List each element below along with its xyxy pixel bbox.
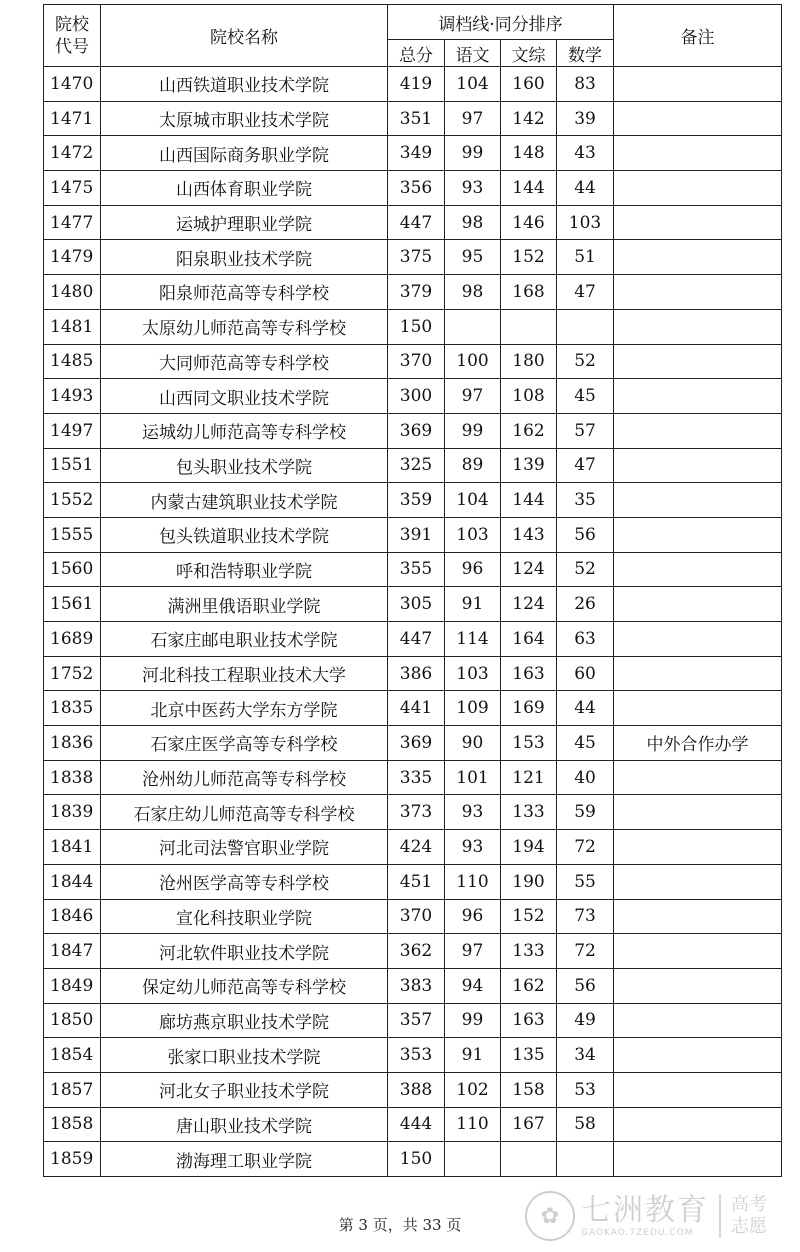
table-row [44, 726, 782, 761]
note [614, 517, 782, 552]
school-code: 1485 [44, 344, 101, 379]
note [614, 587, 782, 622]
school-name: 石家庄邮电职业技术学院 [101, 622, 388, 657]
logo-url: GAOKAO.7ZEDU.COM [581, 1228, 694, 1238]
note [614, 1072, 782, 1107]
header-chinese: 语文 [445, 40, 501, 67]
score-wenzong: 162 [501, 968, 557, 1003]
table-row [44, 622, 782, 657]
score-math [557, 1142, 614, 1177]
score-wenzong: 190 [501, 864, 557, 899]
score-total: 150 [388, 309, 445, 344]
score-total: 150 [388, 1142, 445, 1177]
score-total: 388 [388, 1072, 445, 1107]
school-code: 1560 [44, 552, 101, 587]
score-total: 335 [388, 760, 445, 795]
score-chinese: 96 [445, 899, 501, 934]
score-wenzong: 142 [501, 101, 557, 136]
table-row [44, 136, 782, 171]
score-total: 375 [388, 240, 445, 275]
school-code: 1480 [44, 275, 101, 310]
note [614, 830, 782, 865]
score-total: 359 [388, 483, 445, 518]
header-code-line2: 代号 [55, 36, 89, 57]
score-wenzong: 163 [501, 656, 557, 691]
score-wenzong: 146 [501, 205, 557, 240]
table-row [44, 344, 782, 379]
table-row [44, 483, 782, 518]
school-name: 石家庄医学高等专科学校 [101, 726, 388, 761]
table-row [44, 968, 782, 1003]
score-wenzong: 133 [501, 934, 557, 969]
score-math: 57 [557, 413, 614, 448]
school-code: 1689 [44, 622, 101, 657]
note [614, 171, 782, 206]
school-code: 1471 [44, 101, 101, 136]
table-row [44, 830, 782, 865]
school-code: 1551 [44, 448, 101, 483]
table-row [44, 552, 782, 587]
school-name: 张家口职业技术学院 [101, 1038, 388, 1073]
note [614, 448, 782, 483]
school-code: 1859 [44, 1142, 101, 1177]
table-row [44, 795, 782, 830]
score-math: 58 [557, 1107, 614, 1142]
score-wenzong: 163 [501, 1003, 557, 1038]
score-chinese: 110 [445, 1107, 501, 1142]
table-row [44, 517, 782, 552]
table-row [44, 934, 782, 969]
score-chinese: 110 [445, 864, 501, 899]
score-math: 26 [557, 587, 614, 622]
score-math: 56 [557, 968, 614, 1003]
score-wenzong [501, 309, 557, 344]
logo-side-line1: 高考 [731, 1194, 767, 1215]
school-name: 呼和浩特职业学院 [101, 552, 388, 587]
header-note: 备注 [614, 5, 782, 67]
school-code: 1472 [44, 136, 101, 171]
note [614, 864, 782, 899]
score-math [557, 309, 614, 344]
score-math: 44 [557, 691, 614, 726]
school-code: 1858 [44, 1107, 101, 1142]
score-wenzong: 164 [501, 622, 557, 657]
score-total: 300 [388, 379, 445, 414]
school-name: 太原幼儿师范高等专科学校 [101, 309, 388, 344]
school-name: 阳泉职业技术学院 [101, 240, 388, 275]
score-wenzong: 121 [501, 760, 557, 795]
school-name: 河北科技工程职业技术大学 [101, 656, 388, 691]
school-name: 北京中医药大学东方学院 [101, 691, 388, 726]
note [614, 622, 782, 657]
table-row [44, 240, 782, 275]
score-math: 35 [557, 483, 614, 518]
score-total: 444 [388, 1107, 445, 1142]
score-math: 45 [557, 379, 614, 414]
logo-main [581, 1194, 709, 1238]
score-chinese: 98 [445, 205, 501, 240]
score-chinese: 100 [445, 344, 501, 379]
school-code: 1857 [44, 1072, 101, 1107]
score-chinese: 99 [445, 136, 501, 171]
table-body [44, 67, 782, 1177]
school-name: 沧州幼儿师范高等专科学校 [101, 760, 388, 795]
header-school-name: 院校名称 [101, 5, 388, 67]
school-name: 唐山职业技术学院 [101, 1107, 388, 1142]
note [614, 1003, 782, 1038]
logo [525, 1187, 790, 1245]
score-chinese: 97 [445, 379, 501, 414]
table-row [44, 656, 782, 691]
score-math: 59 [557, 795, 614, 830]
score-wenzong: 124 [501, 587, 557, 622]
school-name: 宣化科技职业学院 [101, 899, 388, 934]
score-chinese: 95 [445, 240, 501, 275]
score-chinese: 91 [445, 1038, 501, 1073]
header-code-line1: 院校 [55, 14, 89, 35]
school-code: 1475 [44, 171, 101, 206]
school-code: 1835 [44, 691, 101, 726]
score-math: 34 [557, 1038, 614, 1073]
table-row [44, 101, 782, 136]
score-total: 441 [388, 691, 445, 726]
admission-table [43, 4, 782, 1177]
note [614, 309, 782, 344]
school-name: 保定幼儿师范高等专科学校 [101, 968, 388, 1003]
header-code [44, 5, 101, 67]
score-chinese: 102 [445, 1072, 501, 1107]
school-code: 1838 [44, 760, 101, 795]
score-chinese: 98 [445, 275, 501, 310]
score-math: 52 [557, 344, 614, 379]
header-wenzong: 文综 [501, 40, 557, 67]
logo-side-line2: 志愿 [731, 1216, 767, 1237]
school-name: 山西同文职业技术学院 [101, 379, 388, 414]
score-math: 39 [557, 101, 614, 136]
school-code: 1497 [44, 413, 101, 448]
score-wenzong: 167 [501, 1107, 557, 1142]
note [614, 67, 782, 102]
table-row [44, 448, 782, 483]
score-chinese [445, 309, 501, 344]
score-chinese [445, 1142, 501, 1177]
school-name: 河北软件职业技术学院 [101, 934, 388, 969]
note: 中外合作办学 [614, 726, 782, 761]
score-math: 47 [557, 275, 614, 310]
header-score-group: 调档线·同分排序 [388, 5, 614, 40]
score-total: 447 [388, 622, 445, 657]
score-wenzong: 135 [501, 1038, 557, 1073]
school-code: 1846 [44, 899, 101, 934]
table-row [44, 587, 782, 622]
score-wenzong: 153 [501, 726, 557, 761]
score-math: 73 [557, 899, 614, 934]
score-chinese: 94 [445, 968, 501, 1003]
school-name: 廊坊燕京职业技术学院 [101, 1003, 388, 1038]
school-code: 1849 [44, 968, 101, 1003]
table-row [44, 171, 782, 206]
note [614, 968, 782, 1003]
score-wenzong: 180 [501, 344, 557, 379]
note [614, 795, 782, 830]
score-wenzong: 194 [501, 830, 557, 865]
table-row [44, 899, 782, 934]
school-name: 阳泉师范高等专科学校 [101, 275, 388, 310]
note [614, 934, 782, 969]
school-name: 河北司法警官职业学院 [101, 830, 388, 865]
score-math: 51 [557, 240, 614, 275]
table-row [44, 275, 782, 310]
score-total: 373 [388, 795, 445, 830]
note [614, 413, 782, 448]
school-code: 1477 [44, 205, 101, 240]
score-chinese: 91 [445, 587, 501, 622]
score-math: 83 [557, 67, 614, 102]
score-chinese: 93 [445, 795, 501, 830]
score-chinese: 90 [445, 726, 501, 761]
score-total: 362 [388, 934, 445, 969]
table-row [44, 413, 782, 448]
school-name: 包头职业技术学院 [101, 448, 388, 483]
school-code: 1561 [44, 587, 101, 622]
table-row [44, 864, 782, 899]
school-code: 1836 [44, 726, 101, 761]
score-total: 451 [388, 864, 445, 899]
school-name: 石家庄幼儿师范高等专科学校 [101, 795, 388, 830]
table-row [44, 691, 782, 726]
score-total: 447 [388, 205, 445, 240]
score-math: 63 [557, 622, 614, 657]
school-code: 1555 [44, 517, 101, 552]
score-math: 47 [557, 448, 614, 483]
school-code: 1850 [44, 1003, 101, 1038]
score-chinese: 97 [445, 101, 501, 136]
school-name: 内蒙古建筑职业技术学院 [101, 483, 388, 518]
score-total: 356 [388, 171, 445, 206]
score-total: 351 [388, 101, 445, 136]
score-wenzong: 124 [501, 552, 557, 587]
header-total: 总分 [388, 40, 445, 67]
score-wenzong: 152 [501, 899, 557, 934]
score-total: 353 [388, 1038, 445, 1073]
page-footer: 第 3 页，共 33 页 [338, 1216, 462, 1234]
score-total: 357 [388, 1003, 445, 1038]
school-name: 太原城市职业技术学院 [101, 101, 388, 136]
logo-name: 七洲教育 [581, 1193, 709, 1228]
score-wenzong: 148 [501, 136, 557, 171]
school-name: 大同师范高等专科学校 [101, 344, 388, 379]
table-row [44, 1038, 782, 1073]
score-total: 369 [388, 413, 445, 448]
table-row [44, 1003, 782, 1038]
score-math: 49 [557, 1003, 614, 1038]
score-math: 52 [557, 552, 614, 587]
school-name: 运城幼儿师范高等专科学校 [101, 413, 388, 448]
note [614, 240, 782, 275]
score-total: 305 [388, 587, 445, 622]
score-total: 386 [388, 656, 445, 691]
score-math: 60 [557, 656, 614, 691]
school-code: 1493 [44, 379, 101, 414]
table-row [44, 205, 782, 240]
score-total: 379 [388, 275, 445, 310]
score-total: 391 [388, 517, 445, 552]
school-name: 运城护理职业学院 [101, 205, 388, 240]
note [614, 1142, 782, 1177]
school-name: 山西铁道职业技术学院 [101, 67, 388, 102]
logo-side [731, 1194, 767, 1238]
score-math: 72 [557, 934, 614, 969]
school-code: 1479 [44, 240, 101, 275]
score-chinese: 109 [445, 691, 501, 726]
logo-divider [719, 1194, 721, 1238]
score-total: 325 [388, 448, 445, 483]
note [614, 379, 782, 414]
school-name: 河北女子职业技术学院 [101, 1072, 388, 1107]
score-wenzong: 143 [501, 517, 557, 552]
score-total: 349 [388, 136, 445, 171]
score-wenzong: 152 [501, 240, 557, 275]
score-total: 369 [388, 726, 445, 761]
score-wenzong: 108 [501, 379, 557, 414]
school-code: 1481 [44, 309, 101, 344]
score-chinese: 103 [445, 517, 501, 552]
school-name: 山西国际商务职业学院 [101, 136, 388, 171]
score-chinese: 104 [445, 483, 501, 518]
note [614, 344, 782, 379]
note [614, 1038, 782, 1073]
note [614, 275, 782, 310]
note [614, 656, 782, 691]
school-code: 1470 [44, 67, 101, 102]
table-row [44, 379, 782, 414]
score-wenzong: 168 [501, 275, 557, 310]
school-code: 1841 [44, 830, 101, 865]
school-name: 沧州医学高等专科学校 [101, 864, 388, 899]
score-chinese: 114 [445, 622, 501, 657]
score-wenzong: 158 [501, 1072, 557, 1107]
score-chinese: 97 [445, 934, 501, 969]
score-wenzong: 139 [501, 448, 557, 483]
school-code: 1854 [44, 1038, 101, 1073]
score-total: 383 [388, 968, 445, 1003]
note [614, 899, 782, 934]
score-wenzong: 144 [501, 483, 557, 518]
school-name: 山西体育职业学院 [101, 171, 388, 206]
score-chinese: 101 [445, 760, 501, 795]
score-chinese: 89 [445, 448, 501, 483]
score-chinese: 99 [445, 413, 501, 448]
note [614, 101, 782, 136]
table-row [44, 309, 782, 344]
table-row [44, 1107, 782, 1142]
score-total: 355 [388, 552, 445, 587]
school-name: 满洲里俄语职业学院 [101, 587, 388, 622]
school-code: 1552 [44, 483, 101, 518]
score-math: 43 [557, 136, 614, 171]
score-total: 370 [388, 899, 445, 934]
school-name: 包头铁道职业技术学院 [101, 517, 388, 552]
score-total: 419 [388, 67, 445, 102]
school-code: 1844 [44, 864, 101, 899]
note [614, 483, 782, 518]
table-row [44, 1142, 782, 1177]
score-chinese: 93 [445, 830, 501, 865]
score-chinese: 99 [445, 1003, 501, 1038]
score-math: 45 [557, 726, 614, 761]
score-math: 72 [557, 830, 614, 865]
score-total: 370 [388, 344, 445, 379]
school-code: 1839 [44, 795, 101, 830]
note [614, 1107, 782, 1142]
score-wenzong [501, 1142, 557, 1177]
table-row [44, 760, 782, 795]
score-math: 40 [557, 760, 614, 795]
score-wenzong: 169 [501, 691, 557, 726]
score-math: 55 [557, 864, 614, 899]
note [614, 691, 782, 726]
score-math: 56 [557, 517, 614, 552]
score-wenzong: 133 [501, 795, 557, 830]
seal-icon: ✿ [525, 1191, 575, 1241]
school-name: 渤海理工职业学院 [101, 1142, 388, 1177]
score-wenzong: 162 [501, 413, 557, 448]
score-math: 103 [557, 205, 614, 240]
note [614, 552, 782, 587]
school-code: 1847 [44, 934, 101, 969]
score-math: 44 [557, 171, 614, 206]
score-chinese: 103 [445, 656, 501, 691]
table-row [44, 1072, 782, 1107]
note [614, 136, 782, 171]
score-chinese: 104 [445, 67, 501, 102]
note [614, 760, 782, 795]
score-chinese: 96 [445, 552, 501, 587]
header-math: 数学 [557, 40, 614, 67]
score-chinese: 93 [445, 171, 501, 206]
note [614, 205, 782, 240]
score-wenzong: 144 [501, 171, 557, 206]
score-wenzong: 160 [501, 67, 557, 102]
school-code: 1752 [44, 656, 101, 691]
table-row [44, 67, 782, 102]
score-total: 424 [388, 830, 445, 865]
score-math: 53 [557, 1072, 614, 1107]
